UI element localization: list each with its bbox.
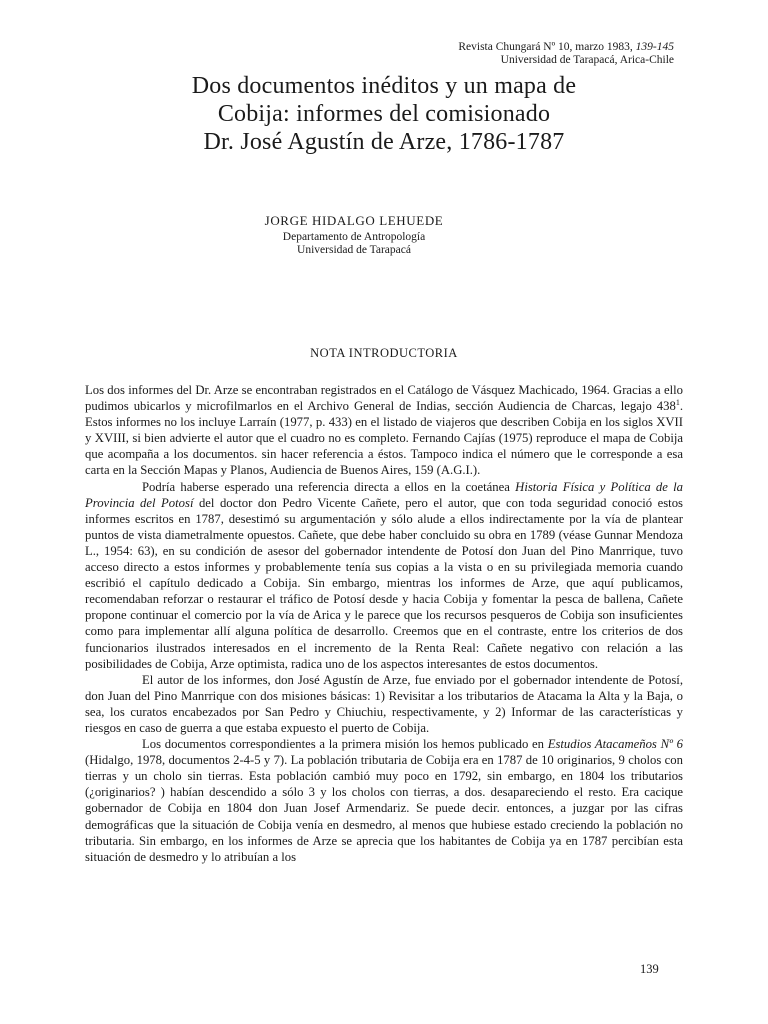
author-affiliation [0, 231, 708, 257]
author-name: JORGE HIDALGO LEHUEDE [264, 213, 444, 228]
affiliation-university: Universidad de Tarapacá [297, 244, 411, 256]
section-heading: NOTA INTRODUCTORIA [310, 346, 458, 360]
body-text [85, 382, 683, 865]
journal-title: Estudios Atacameños Nº 6 [547, 737, 684, 752]
page-number: 139 [640, 962, 659, 976]
title-line-3: Dr. José Agustín de Arze, 1786-1787 [203, 129, 565, 155]
paragraph-1: Los dos informes del Dr. Arze se encontraban registrados en el Catálogo de Vásquez Machicado, 1964. Gracias a ello pudimos ubicarlos y microfilmarlos en el Archivo General de Indias, sección Audiencia de Charcas, legajo $438^1$. Estos informes no los incluye Larraín (1977, p. 433) en el listado de viajeros que describen Cobija en los siglos XVII y XVIII, si bien advierte el autor que el cuadro no es completo. Fernando Cajías (1975) reproduce el mapa de Cobija que acompaña a los documentos. sin hacer referencia a éstos. Tampoco indica el número que le corresponde a esa carta en la Sección Mapas y Planos, Audiencia de Buenos Aires, 159 (A.G.I.). [85, 383, 683, 478]
journal-citation-text: Revista Chungará Nº 10, marzo 1983, [458, 41, 636, 53]
journal-citation [458, 41, 674, 54]
footnote-marker: 1 [675, 397, 680, 407]
journal-header [458, 41, 674, 67]
journal-page-range: 139-145 [635, 41, 674, 53]
paragraph-2: Podría haberse esperado una referencia directa a ellos en la coetánea Historia Física y Política de la Provincia del Potosí del doctor don Pedro Vicente Cañete, pero el autor, que con toda seguridad conoció estos informes escritos en 1787, desestimó su argumentación y sólo alude a ellos indirectamente por la vía de plantear puntos de vista diametralmente opuestos. Cañete, que debe haber concluido su obra en 1789 (véase Gunnar Mendoza L., 1954: 63), en su condición de asesor del gobernador intendente de Potosí don Juan del Pino Manrrique, tuvo acceso directo a estos informes y probablemente tenía sus copias a la vista o en su privilegiada memoria cuando escribió el capítulo dedicado a Cobija. Sin embargo, mientras los informes de Arze, que aquí publicamos, recomendaban reforzar o restaurar el tráfico de Potosí desde y hacia Cobija y fomentar la pesca de ballena, Cañete propone continuar el comercio por la vía de Arica y le parece que los recursos pesqueros de Cobija son insuficientes como para implementar allí alguna política de desarrollo. Creemos que en el contraste, entre los criterios de dos funcionarios ilustrados interesados en el incremento de la Renta Real: Cañete negativo con relación a las posibilidades de Cobija, Arze optimista, radica uno de los aspectos interesantes de estos documentos. [85, 479, 683, 671]
title-line-1: Dos documentos inéditos y un mapa de [191, 73, 577, 99]
paragraph-4: Los documentos correspondientes a la primera misión los hemos publicado en Estudios Atacameños Nº 6 (Hidalgo, 1978, documentos 2-4-5 y 7). La población tributaria de Cobija era en 1787 de 10 originarios, 9 cholos con tierras y un cholo sin tierras. Esta población cambió muy poco en 1792, sin embargo, en 1804 los tributarios (¿originarios? ) habían descendido a sólo 3 y los cholos con tierras, a dos. desapareciendo el resto. Era cacique gobernador de Cobija en 1804 don Juan Josef Armendariz. Se puede decir. entonces, a juzgar por las cifras demográficas que la situación de Cobija venía en desmedro, al menos que hubiese estado creciendo la población no tributaria. Sin embargo, en los informes de Arze se aprecia que los habitantes de Cobija ya en 1787 percibían esta situación de desmedro y lo atribuían a los [85, 737, 684, 864]
paragraph-3: El autor de los informes, don José Agustín de Arze, fue enviado por el gobernador intendente de Potosí, don Juan del Pino Manrrique con dos misiones básicas: 1) Revisitar a los tributarios de Atacama la Alta y la Baja, o sea, los curatos encabezados por San Pedro y Chiuchiu, respectivamente, y 2) Informar de las características y riesgos en caso de guerra a que estaba expuesto el puerto de Cobija. [85, 672, 683, 735]
article-title [0, 72, 768, 156]
journal-institution: Universidad de Tarapacá, Arica-Chile [500, 54, 674, 66]
book-title: Historia Física y Política de la Provincia del Potosí [85, 479, 683, 510]
affiliation-department: Departamento de Antropología [282, 231, 426, 243]
title-line-2: Cobija: informes del comisionado [217, 101, 551, 127]
